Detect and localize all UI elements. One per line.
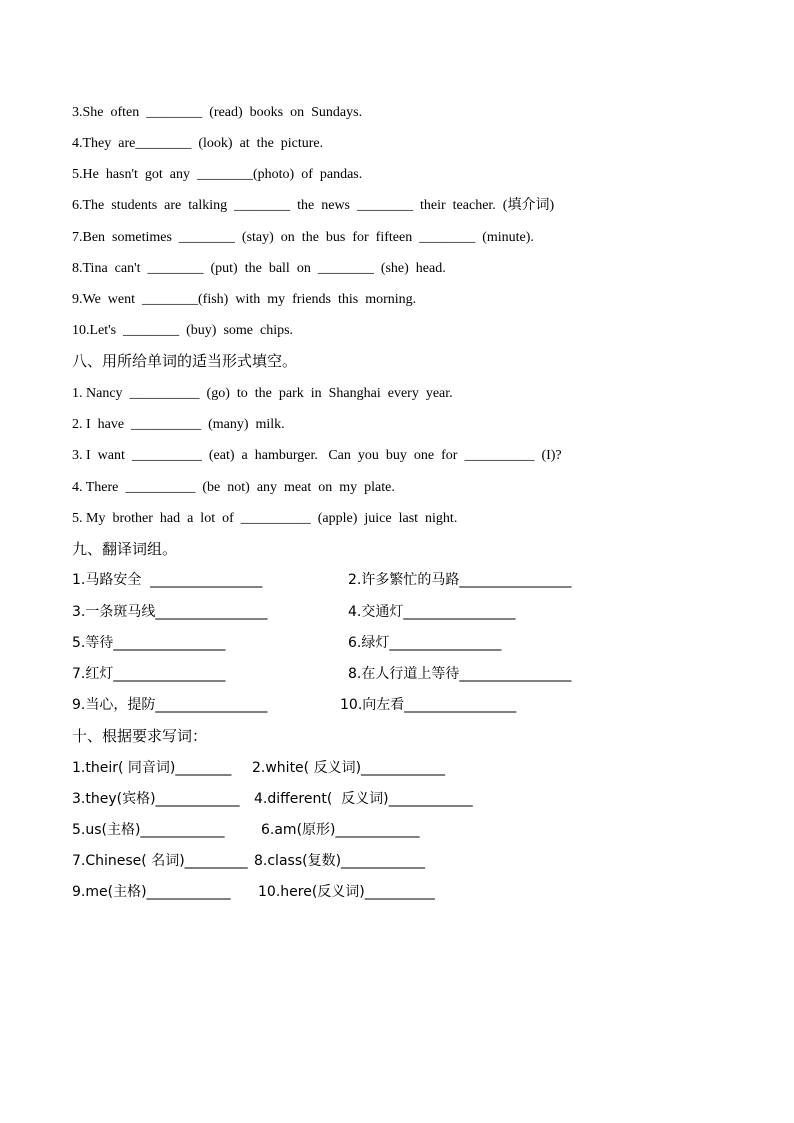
exercise-8-item-1: 1. Nancy __________ (go) to the park in Shanghai every year. xyxy=(72,386,453,401)
exercise-8-item-3: 3. I want __________ (eat) a hamburger. Can you buy one for __________ (I)? xyxy=(72,448,562,463)
exercise-9-item-7: 7.红灯________________ xyxy=(72,666,226,682)
exercise-7-item-10: 10.Let's ________ (buy) some chips. xyxy=(72,323,294,338)
exercise-8-item-2: 2. I have __________ (many) milk. xyxy=(72,417,285,432)
exercise-9-item-4: 4.交通灯________________ xyxy=(348,604,516,620)
section-10-heading: 十、根据要求写词： xyxy=(72,727,208,745)
exercise-10-item-8: 8.class(复数)____________ xyxy=(254,853,426,869)
exercise-7-item-9: 9.We went ________(fish) with my friends this morning. xyxy=(72,292,417,307)
exercise-7-item-5: 5.He hasn't got any ________(photo) of pandas. xyxy=(72,167,363,182)
exercise-10-item-3: 3.they(宾格)____________ xyxy=(72,791,240,807)
exercise-10-item-7: 7.Chinese( 名词)_________ xyxy=(72,853,248,869)
exercise-10-item-5: 5.us(主格)____________ xyxy=(72,822,225,838)
exercise-10-item-6: 6.am(原形)____________ xyxy=(261,822,420,838)
exercise-7-item-6: 6.The students are talking ________ the news ________ their teacher. (填介词) xyxy=(72,198,555,213)
exercise-9-item-10: 10.向左看________________ xyxy=(340,697,517,713)
exercise-10-item-2: 2.white( 反义词)____________ xyxy=(252,760,446,776)
exercise-9-item-5: 5.等待________________ xyxy=(72,635,226,651)
section-9-heading: 九、翻译词组。 xyxy=(72,540,178,558)
exercise-8-item-4: 4. There __________ (be not) any meat on my plate. xyxy=(72,480,395,495)
exercise-9-item-1: 1.马路安全 ________________ xyxy=(72,572,263,588)
exercise-7-item-8: 8.Tina can't ________ (put) the ball on ________ (she) head. xyxy=(72,261,446,276)
exercise-9-item-6: 6.绿灯________________ xyxy=(348,635,502,651)
exercise-7-item-3: 3.She often ________ (read) books on Sundays. xyxy=(72,105,363,120)
exercise-8-item-5: 5. My brother had a lot of __________ (apple) juice last night. xyxy=(72,511,458,526)
section-8-heading: 八、用所给单词的适当形式填空。 xyxy=(72,352,298,370)
exercise-10-item-9: 9.me(主格)____________ xyxy=(72,884,231,900)
exercise-10-item-4: 4.different( 反义词)____________ xyxy=(254,791,473,807)
exercise-10-item-1: 1.their( 同音词)________ xyxy=(72,760,232,776)
exercise-9-item-2: 2.许多繁忙的马路________________ xyxy=(348,572,572,588)
exercise-9-item-3: 3.一条斑马线________________ xyxy=(72,604,268,620)
exercise-10-item-10: 10.here(反义词)__________ xyxy=(258,884,435,900)
exercise-7-item-7: 7.Ben sometimes ________ (stay) on the bus for fifteen ________ (minute). xyxy=(72,230,534,245)
exercise-9-item-8: 8.在人行道上等待________________ xyxy=(348,666,572,682)
exercise-7-item-4: 4.They are________ (look) at the picture. xyxy=(72,136,324,151)
exercise-9-item-9: 9.当心，提防________________ xyxy=(72,697,268,713)
